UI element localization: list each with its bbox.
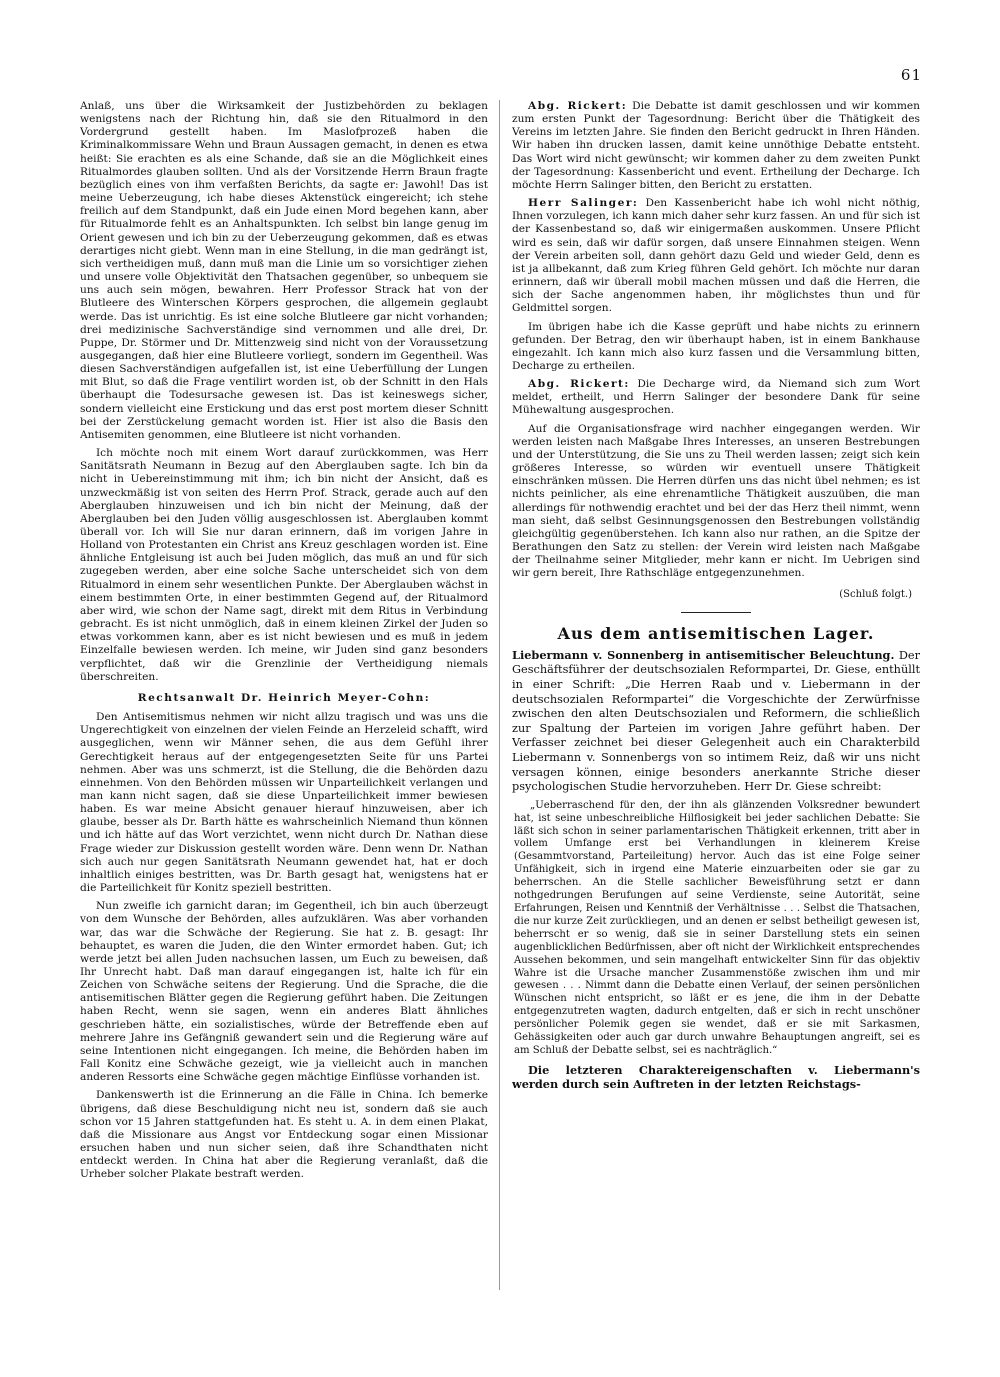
- speaker-name: Abg. Rickert:: [528, 378, 630, 391]
- speaker-heading: Rechtsanwalt Dr. Heinrich Meyer-Cohn:: [137, 691, 431, 704]
- page-number: 61: [900, 66, 922, 84]
- right-column: [512, 100, 920, 1290]
- paragraph: Dankenswerth ist die Erinnerung an die Fälle in China. Ich bemerke übrigens, daß diese Beschuldigung nicht neu ist, sondern daß sie auch schon vor 15 Jahren stattgefunden hat. Es steht u. A. in dem einen Plakat, daß die Missionare aus Angst vor Entdeckung sogar einen Missionar ersuchen haben und nun sicher seien, daß ihre Schandthaten nicht entdeckt werden. In China hat aber die Regierung veranlaßt, daß die Urheber solcher Plakate bestraft werden.: [80, 1089, 488, 1181]
- paragraph: Auf die Organisationsfrage wird nachher eingegangen werden. Wir werden leisten nach Maßgabe Ihres Interesses, an unseren Bestrebungen und der Unterstützung, die Sie uns zu Theil werden lassen; zeigt sich kein größeres Interesse, so würden wir eventuell unsere Thätigkeit einschränken müssen. Die Herren dürfen uns das nicht übel nehmen; es ist nichts peinlicher, als eine ehrenamtliche Thätigkeit auszuüben, die man allerdings für nothwendig erachtet und bei der das Herz theil nimmt, wenn man sieht, daß selbst Gesinnungsgenossen den Bestrebungen vollständig gleichgültig gegenüberstehen. Ich kann also nur rathen, an die Spitze der Berathungen den Satz zu stellen: der Verein wird leisten nach Maßgabe der Theilnahme seiner Mitglieder, mehr kann er nicht. Im Uebrigen sind wir gern bereit, Ihre Rathschläge entgegenzunehmen.: [512, 422, 920, 580]
- article-lead-text: Der Geschäftsführer der deutschsozialen Reformpartei, Dr. Giese, enthüllt in einer Schrift: „Die Herren Raab und v. Liebermann in der deutschsozialen Reformpartei“ die Vorgeschichte der Zerwürfnisse zwischen den alten Deutschsozialen und Reformern, die schließlich zur Spaltung der Parteien im vorigen Jahre geführt haben. Der Verfasser zeichnet bei dieser Gelegenheit auch ein Charakterbild Liebermann v. Sonnenbergs von so intimem Reiz, daß wir uns nicht versagen können, einige besonders anerkannte Striche dieser psychologischen Studie hervorzuheben. Herr Dr. Giese schreibt:: [512, 648, 920, 794]
- speaker-text: Den Kassenbericht habe ich wohl nicht nöthig, Ihnen vorzulegen, ich kann mich daher sehr kurz fassen. An und für sich ist der Kassenbestand so, daß wir einigermaßen auskommen. Unsere Pflicht wird es sein, daß wir dafür sorgen, daß unsere Einnahmen steigen. Wenn der Verein arbeiten soll, dann gehört dazu Geld und wieder Geld, denn es ist ja allbekannt, daß zum Krieg führen Geld gehört. Ich möchte nur daran erinnern, daß wir überall mobil machen müssen und daß die Herren, die sich der Sache angenommen haben, ihr möglichstes thun und für Geldmittel sorgen.: [512, 197, 920, 315]
- article-heading: Liebermann v. Sonnenberg in antisemitischer Beleuchtung.: [512, 647, 895, 662]
- speaker-paragraph: [512, 197, 920, 315]
- speaker-paragraph: [512, 100, 920, 192]
- separator-rule: [681, 612, 751, 613]
- speaker-paragraph: [512, 378, 920, 417]
- article-quote: „Ueberraschend für den, der ihn als glänzenden Volksredner bewundert hat, ist seine unbeschreibliche Hilflosigkeit bei jeder sachlichen Debatte: Sie läßt sich schon in seiner parlamentarischen Thätigkeit erkennen, tritt aber in vollem Umfange erst bei Verhandlungen in kleinerem Kreise (Gesammtvorstand, Parteileitung) hervor. Auch das ist eine Folge seiner Unfähigkeit, sich in irgend eine Materie einzuarbeiten oder sie gar zu beherrschen. An die Stelle sachlicher Beweisführung setzt er dann nothgedrungen Berufungen auf seine Verdienste, seine Autorität, seine Erfahrungen, Reisen und Kenntniß der Verhältnisse . . . Selbst die Thatsachen, die nur kurze Zeit zurückliegen, und an denen er selbst betheiligt gewesen ist, beherrscht er so wenig, daß sie in seiner Darstellung stets ein seinen augenblicklichen Bedürfnissen, aber oft nicht der Wirklichkeit entsprechendes Aussehen bekommen, und sein mangelhaft entwickelter Sinn für das objektiv Wahre ist die Ursache mancher Zusammenstöße zwischen ihm und mir gewesen . . . Nimmt dann die Debatte einen Verlauf, der seinen persönlichen Wünschen nicht entspricht, so läßt er es jene, die ihm in der Debatte entgegenzutreten wagten, dadurch entgelten, daß er sich in recht unschöner persönlicher Polemik gegen sie wendet, daß er sie mit Sarkasmen, Gehässigkeiten oder auch gar durch unwahre Behauptungen angreift, sei es am Schluß der Debatte selbst, sei es nachträglich.“: [514, 799, 920, 1056]
- paragraph: Ich möchte noch mit einem Wort darauf zurückkommen, was Herr Sanitätsrath Neumann in Bezug auf den Aberglauben sagte. Ich bin da nicht in Uebereinstimmung mit ihm; ich bin nicht der Ansicht, daß es unzweckmäßig ist von seiten des Herrn Prof. Strack, gerade auch auf den Aberglauben hinzuweisen und ich bin nicht der Meinung, daß der Aberglauben bei den Juden völlig ausgeschlossen ist. Aberglauben kommt überall vor. Ich will Sie nur daran erinnern, daß im vorigen Jahre in Holland von Protestanten ein Christ ans Kreuz geschlagen worden ist. Eine ähnliche Entgleisung ist auch bei Juden möglich, das muß an und für sich zugegeben werden, aber eine solche Sache unterscheidet sich von dem Ritualmord in einem sehr wesentlichen Punkte. Der Aberglauben wächst in einem bestimmten Orte, in einer bestimmten Gegend auf, der Ritualmord aber wird, wie schon der Name sagt, direkt mit dem Ritus in Verbindung gebracht. Es ist nicht unmöglich, daß in einem kleinen Zirkel der Juden so etwas vorkommen kann, aber es ist nicht bewiesen und es muß in jedem Einzelfalle bewiesen werden. Ich meine, wir Juden sind ganz besonders verpflichtet, daß wir die Grenzlinie der Vertheidigung niemals überschreiten.: [80, 447, 488, 683]
- speaker-text: Die Debatte ist damit geschlossen und wir kommen zum ersten Punkt der Tagesordnung: Bericht über die Thätigkeit des Vereins im letzten Jahre. Sie finden den Bericht gedruckt in Ihren Händen. Wir haben ihn drucken lassen, damit keine unnöthige Debatte entsteht. Das Wort wird nicht gewünscht; wir kommen daher zu dem zweiten Punkt der Tagesordnung: Kassenbericht und event. Ertheilung der Decharge. Ich möchte Herrn Salinger bitten, den Bericht zu erstatten.: [512, 100, 920, 191]
- column-rule: [499, 100, 500, 1290]
- paragraph: Anlaß, uns über die Wirksamkeit der Justizbehörden zu beklagen wenigstens nach der Richtung hin, daß sie den Ritualmord in den Vordergrund gestellt haben. Im Maslofprozeß haben die Kriminalkommissare Wehn und Braun Aussagen gemacht, in denen es etwa heißt: Sie erachten es als eine Schande, daß sie an die Möglichkeit eines Ritualmordes glauben sollten. Und als der Vorsitzende Herrn Braun fragte bezüglich eines von ihm verfaßten Berichts, da sagte er: Jawohl! Das ist meine Ueberzeugung, ich habe dieses Aktenstück eingereicht; ich stehe freilich auf dem Standpunkt, daß ein Jude einen Mord begehen kann, aber für Ritualmorde fehlt es an Anhaltspunkten. Ich selbst bin lange genug im Orient gewesen und ich bin zu der Ueberzeugung gekommen, daß es etwas derartiges nicht giebt. Wenn man in eine Stellung, in die man gedrängt ist, sich vertheidigen muß, dann muß man die Linie um so vorsichtiger ziehen und unsere volle Objektivität den Thatsachen gegenüber, so unbequem sie uns auch sein mögen, bewahren. Herr Professor Strack hat von der Blutleere des Winterschen Körpers gesprochen, die allgemein geglaubt werde. Das ist unrichtig. Es ist eine solche Blutleere gar nicht vorhanden; drei medizinische Sachverständige sind vernommen und alle drei, Dr. Puppe, Dr. Störmer und Dr. Mittenzweig sind nicht von der Voraussetzung ausgegangen, daß hier eine Blutleere vorliegt, sondern im Gegentheil. Was diesen Sachverständigen aufgefallen ist, ist eine Ueberfüllung der Lungen mit Blut, so daß die Frage ventilirt worden ist, ob der Schnitt in den Hals überhaupt die Todesursache gewesen ist. Das ist keineswegs sicher, sondern vielleicht eine Erstickung und das erst post mortem dieser Schnitt bei der Zerstückelung gemacht worden ist. Hier ist also die Basis den Antisemiten genommen, eine Blutleere ist nicht vorhanden.: [80, 100, 488, 441]
- article-lead: [512, 648, 920, 795]
- left-column: [80, 100, 488, 1295]
- continued-note: (Schluß folgt.): [839, 589, 912, 601]
- speaker-name: Abg. Rickert:: [528, 100, 628, 112]
- paragraph: Nun zweifle ich garnicht daran; im Gegentheil, ich bin auch überzeugt von dem Wunsche der Behörden, alles aufzuklären. Was aber vorhanden war, das war die Schwäche der Regierung. Sie hat z. B. gesagt: Ihr behauptet, es waren die Juden, die den Winter ermordet haben. Gut; ich werde jetzt bei allen Juden nachsuchen lassen, um Euch zu beweisen, daß Ihr Unrecht habt. Daß man darauf eingegangen ist, halte ich für ein Zeichen von Schwäche seitens der Regierung. Und die Sprache, die die antisemitischen Blätter gegen die Regierung geführt haben. Die Zeitungen haben Recht, wenn sie sagen, wenn ein anderes Blatt ähnliches geschrieben hätte, ein sozialistisches, würde der Betreffende eben auf mehrere Jahre ins Gefängniß gewandert sein und die Regierung wäre auf seine Intentionen nicht eingegangen. Ich meine, die Behörden haben im Fall Konitz eine Schwäche gezeigt, wie ja vielleicht auch in manchen anderen Ressorts eine Schwäche gegen mächtige Einflüsse vorhanden ist.: [80, 900, 488, 1084]
- paragraph: Den Antisemitismus nehmen wir nicht allzu tragisch und was uns die Ungerechtigkeit von einzelnen der vielen Feinde an Herzeleid schafft, wird ausgeglichen, wenn wir Männer sehen, die aus dem Gefühl ihrer Gerechtigkeit heraus auf der entgegengesetzten Seite für uns Partei nehmen. Aber was uns schmerzt, ist die Stellung, die die Behörden dazu einnehmen. Von den Behörden müssen wir Unparteilichkeit verlangen und man kann nicht sagen, daß sie diese Unparteilichkeit immer bewiesen haben. Es war meine Absicht genauer hierauf hinzuweisen, aber ich glaube, besser als Dr. Barth hätte es wahrscheinlich Niemand thun können und ich hätte auf das Wort verzichtet, wenn nicht durch Dr. Nathan diese Frage wieder zur Diskussion gestellt worden wäre. Denn wenn Dr. Nathan sich auch nur gegen Sanitätsrath Neumann gewendet hat, hat er doch inhaltlich einiges bestritten, was Dr. Barth gesagt hat, wenigstens hat er die Parteilichkeit für Konitz speziell bestritten.: [80, 711, 488, 895]
- speaker-text: Die Decharge wird, da Niemand sich zum Wort meldet, ertheilt, und Herrn Salinger der besondere Dank für seine Mühewaltung ausgesprochen.: [512, 378, 920, 417]
- section-title: Aus dem antisemitischen Lager.: [557, 623, 875, 643]
- article-closing: Die letzteren Charaktereigenschaften v. Liebermann's werden durch sein Auftreten in der letzten Reichstags-: [512, 1062, 920, 1092]
- paragraph: Im übrigen habe ich die Kasse geprüft und habe nichts zu erinnern gefunden. Der Betrag, den wir überhaupt haben, ist in einem Bankhause eingezahlt. Ich kann mich also kurz fassen und die Versammlung bitten, Decharge zu ertheilen.: [512, 320, 920, 372]
- speaker-name: Herr Salinger:: [528, 197, 639, 210]
